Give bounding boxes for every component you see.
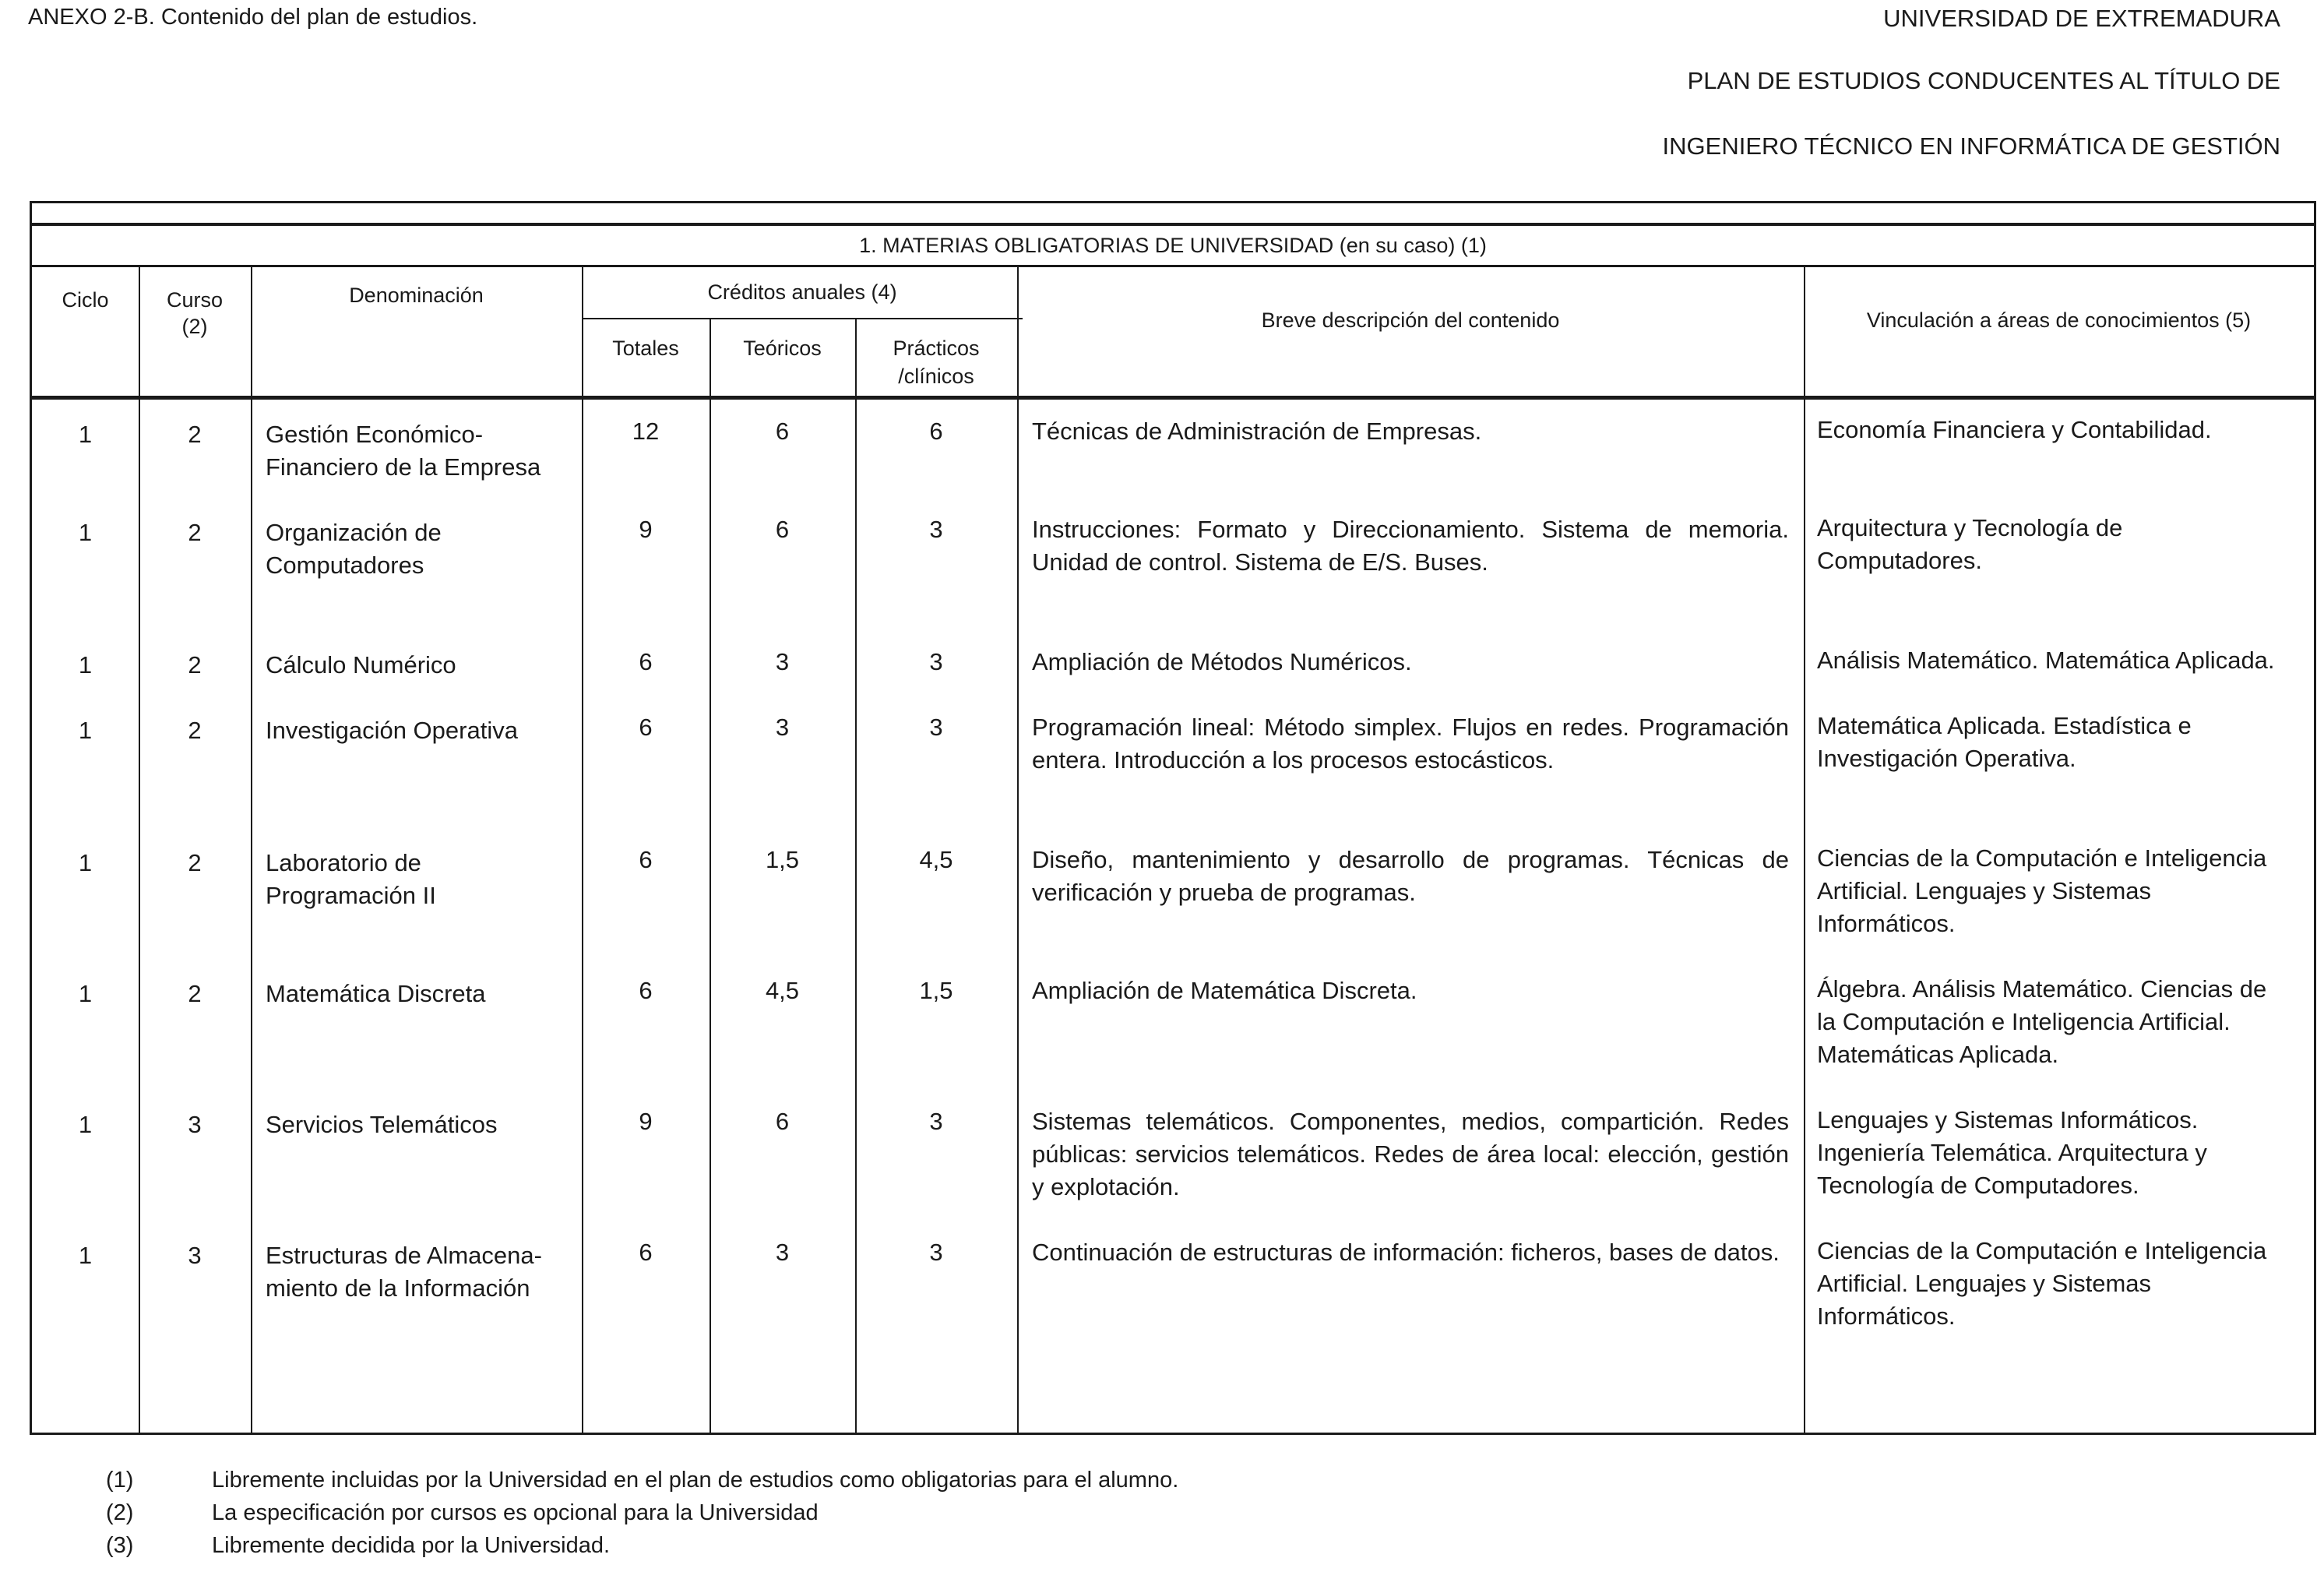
footnote-text: Libremente decidida por la Universidad. bbox=[212, 1533, 611, 1558]
row-1-vinculacion: Economía Financiera y Contabilidad. bbox=[1817, 416, 2212, 443]
header-vinculacion: Vinculación a áreas de conocimientos (5) bbox=[1866, 308, 2252, 332]
row-5-ciclo: 1 bbox=[78, 849, 93, 876]
title-separator bbox=[32, 265, 2314, 267]
row-2-totales: 9 bbox=[639, 516, 653, 543]
row-5-descripcion: Diseño, mantenimiento y desarrollo de programas. Técnicas de verificación y prueba de programas. bbox=[1032, 846, 1789, 906]
header-curso-note: (2) bbox=[181, 315, 208, 338]
row-2-denominacion: Organización de Computadores bbox=[266, 519, 442, 579]
row-7-denominacion: Servicios Telemáticos bbox=[266, 1111, 498, 1138]
footnote-number: (2) bbox=[106, 1500, 134, 1525]
row-6-descripcion: Ampliación de Matemática Discreta. bbox=[1032, 977, 1417, 1004]
row-4-denominacion: Investigación Operativa bbox=[266, 717, 518, 744]
row-8-ciclo: 1 bbox=[78, 1242, 93, 1269]
row-7-practicos: 3 bbox=[929, 1108, 943, 1135]
row-3-practicos: 3 bbox=[929, 648, 943, 675]
row-6-curso: 2 bbox=[188, 980, 202, 1007]
row-8-vinculacion: Ciencias de la Computación e Inteligencia Artificial. Lenguajes y Sistemas Informáticos. bbox=[1817, 1237, 2267, 1330]
header-totales: Totales bbox=[612, 337, 679, 360]
row-8-descripcion: Continuación de estructuras de información: ficheros, bases de datos. bbox=[1032, 1239, 1780, 1266]
table-title: 1. MATERIAS OBLIGATORIAS DE UNIVERSIDAD (en su caso) (1) bbox=[859, 234, 1487, 257]
row-2-vinculacion: Arquitectura y Tecnología de Computadores. bbox=[1817, 514, 2123, 574]
curriculum-table bbox=[30, 201, 2316, 1435]
row-3-totales: 6 bbox=[639, 648, 653, 675]
credits-subheader-line bbox=[582, 318, 1023, 319]
row-6-teoricos: 4,5 bbox=[765, 977, 800, 1004]
university-name: UNIVERSIDAD DE EXTREMADURA bbox=[1883, 5, 2280, 32]
row-7-totales: 9 bbox=[639, 1108, 653, 1135]
row-4-vinculacion: Matemática Aplicada. Estadística e Investigación Operativa. bbox=[1817, 712, 2192, 772]
row-2-descripcion: Instrucciones: Formato y Direccionamiento. Sistema de memoria. Unidad de control. Sistema de E/S. Buses. bbox=[1032, 516, 1789, 576]
row-4-curso: 2 bbox=[188, 717, 202, 744]
row-5-teoricos: 1,5 bbox=[765, 846, 800, 873]
row-1-curso: 2 bbox=[188, 421, 202, 448]
plan-title-line-2: INGENIERO TÉCNICO EN INFORMÁTICA DE GESTIÓN bbox=[1662, 132, 2280, 160]
row-2-ciclo: 1 bbox=[78, 519, 93, 546]
row-3-ciclo: 1 bbox=[78, 651, 93, 678]
row-7-ciclo: 1 bbox=[78, 1111, 93, 1138]
row-6-totales: 6 bbox=[639, 977, 653, 1004]
row-2-practicos: 3 bbox=[929, 516, 943, 543]
header-teoricos: Teóricos bbox=[743, 337, 822, 360]
footnote-text: Libremente incluidas por la Universidad en el plan de estudios como obligatorias para el alumno. bbox=[212, 1468, 1179, 1493]
row-4-teoricos: 3 bbox=[775, 714, 790, 741]
col-sep-2 bbox=[251, 266, 252, 1433]
row-1-practicos: 6 bbox=[929, 418, 943, 445]
row-1-ciclo: 1 bbox=[78, 421, 93, 448]
header-bottom-line bbox=[32, 396, 2314, 400]
row-5-denominacion: Laboratorio de Programación II bbox=[266, 849, 436, 909]
footnote-number: (3) bbox=[106, 1533, 134, 1558]
col-sep-6 bbox=[1017, 266, 1019, 1433]
row-8-practicos: 3 bbox=[929, 1239, 943, 1266]
header-practicos: Prácticos bbox=[893, 337, 980, 360]
row-4-totales: 6 bbox=[639, 714, 653, 741]
row-7-curso: 3 bbox=[188, 1111, 202, 1138]
row-3-descripcion: Ampliación de Métodos Numéricos. bbox=[1032, 648, 1412, 675]
row-5-practicos: 4,5 bbox=[919, 846, 953, 873]
header-denominacion: Denominación bbox=[349, 284, 484, 307]
header-ciclo: Ciclo bbox=[62, 288, 109, 312]
header-descripcion: Breve descripción del contenido bbox=[1261, 308, 1560, 332]
plan-title-line-1: PLAN DE ESTUDIOS CONDUCENTES AL TÍTULO DE bbox=[1687, 67, 2280, 94]
row-8-denominacion: Estructuras de Almacena- miento de la Información bbox=[266, 1242, 542, 1302]
row-5-vinculacion: Ciencias de la Computación e Inteligencia Artificial. Lenguajes y Sistemas Informáticos. bbox=[1817, 844, 2267, 937]
row-6-ciclo: 1 bbox=[78, 980, 93, 1007]
row-4-ciclo: 1 bbox=[78, 717, 93, 744]
row-6-practicos: 1,5 bbox=[919, 977, 953, 1004]
row-3-curso: 2 bbox=[188, 651, 202, 678]
col-sep-7 bbox=[1804, 266, 1805, 1433]
row-6-denominacion: Matemática Discreta bbox=[266, 980, 486, 1007]
row-8-totales: 6 bbox=[639, 1239, 653, 1266]
row-8-curso: 3 bbox=[188, 1242, 202, 1269]
row-7-descripcion: Sistemas telemáticos. Componentes, medios, compartición. Redes públicas: servicios telemáticos. Redes de área local: elección, gestión y explotación. bbox=[1032, 1108, 1789, 1200]
footnote-text: La especificación por cursos es opcional para la Universidad bbox=[212, 1500, 819, 1525]
row-3-vinculacion: Análisis Matemático. Matemática Aplicada. bbox=[1817, 647, 2275, 674]
table-top-double-line bbox=[32, 223, 2314, 226]
row-2-curso: 2 bbox=[188, 519, 202, 546]
header-curso: Curso bbox=[166, 288, 224, 312]
row-1-denominacion: Gestión Económico- Financiero de la Empresa bbox=[266, 421, 541, 481]
row-7-vinculacion: Lenguajes y Sistemas Informáticos. Ingeniería Telemática. Arquitectura y Tecnología de Computadores. bbox=[1817, 1106, 2207, 1199]
row-6-vinculacion: Álgebra. Análisis Matemático. Ciencias de la Computación e Inteligencia Artificial. Matemáticas Aplicada. bbox=[1817, 975, 2267, 1068]
row-8-teoricos: 3 bbox=[775, 1239, 790, 1266]
row-5-totales: 6 bbox=[639, 846, 653, 873]
row-1-descripcion: Técnicas de Administración de Empresas. bbox=[1032, 418, 1482, 445]
header-creditos: Créditos anuales (4) bbox=[707, 280, 897, 304]
header-clinicos: /clínicos bbox=[898, 365, 974, 388]
row-3-denominacion: Cálculo Numérico bbox=[266, 651, 456, 678]
row-1-totales: 12 bbox=[632, 418, 660, 445]
row-5-curso: 2 bbox=[188, 849, 202, 876]
row-1-teoricos: 6 bbox=[775, 418, 790, 445]
row-2-teoricos: 6 bbox=[775, 516, 790, 543]
annex-label: ANEXO 2-B. Contenido del plan de estudios. bbox=[28, 5, 478, 30]
row-4-practicos: 3 bbox=[929, 714, 943, 741]
row-4-descripcion: Programación lineal: Método simplex. Flujos en redes. Programación entera. Introducción a los procesos estocásticos. bbox=[1032, 714, 1789, 774]
row-3-teoricos: 3 bbox=[775, 648, 790, 675]
footnote-number: (1) bbox=[106, 1468, 134, 1493]
row-7-teoricos: 6 bbox=[775, 1108, 790, 1135]
